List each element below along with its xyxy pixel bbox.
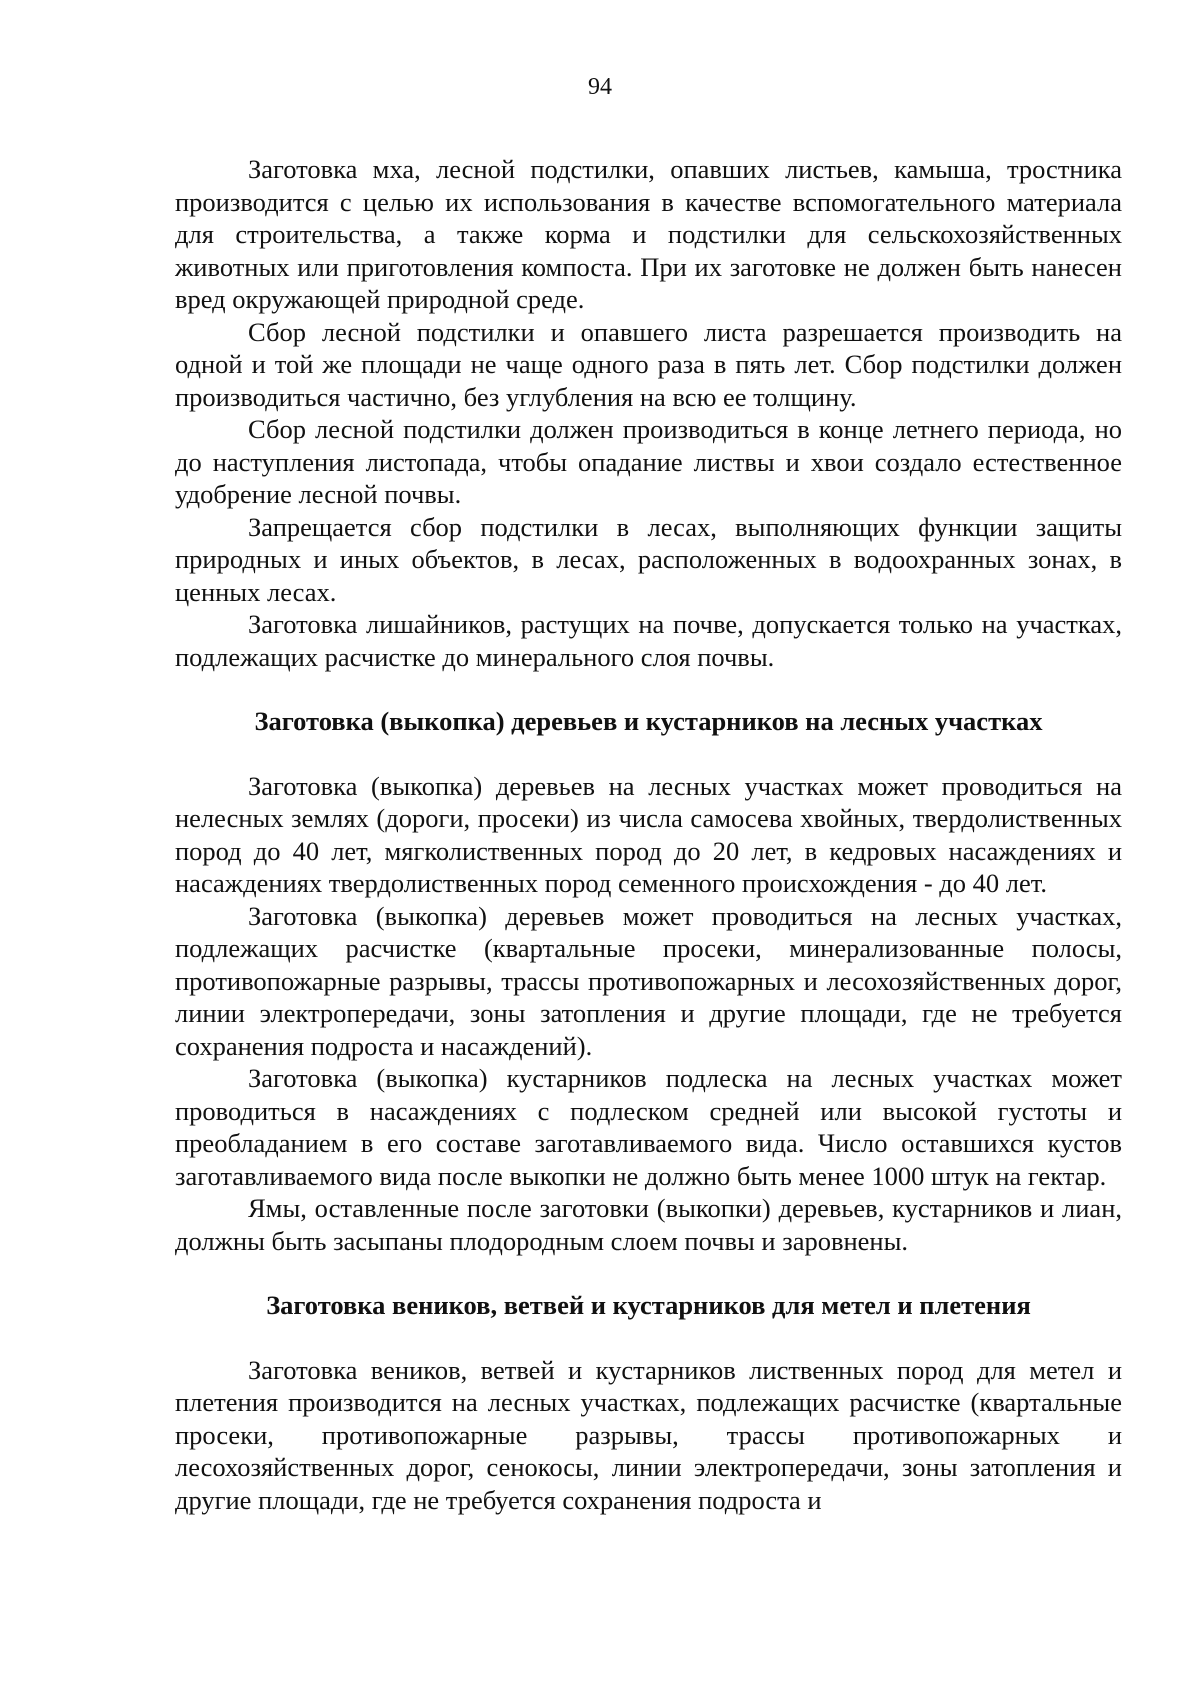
spacer (175, 673, 1122, 705)
paragraph: Сбор лесной подстилки и опавшего листа разрешается производить на одной и той же площади не чаще одного раза в пять лет. Сбор подстилки должен производиться частично, без углубления на всю ее толщину. (175, 316, 1122, 412)
document-body (175, 153, 1122, 1516)
paragraph: Запрещается сбор подстилки в лесах, выполняющих функции защиты природных и иных объектов, в лесах, расположенных в водоохранных зонах, в ценных лесах. (175, 511, 1122, 607)
paragraph: Заготовка (выкопка) кустарников подлеска на лесных участках может проводиться в насаждениях с подлеском средней или высокой густоты и преобладанием в его составе заготавливаемого вида. Число оставшихся кустов заготавливаемого вида после выкопки не должно быть менее 1000 штук на гектар. (175, 1063, 1122, 1191)
paragraph: Заготовка веников, ветвей и кустарников лиственных пород для метел и плетения производится на лесных участках, подлежащих расчистке (квартальные просеки, противопожарные разрывы, трассы противопожарных и лесохозяйственных дорог, сенокосы, линии электропередачи, зоны затопления и другие площади, где не требуется сохранения подроста и (175, 1354, 1122, 1515)
paragraph: Заготовка лишайников, растущих на почве, допускается только на участках, подлежащих расчистке до минерального слоя почвы. (175, 609, 1122, 672)
paragraph: Заготовка (выкопка) деревьев на лесных участках может проводиться на нелесных землях (дороги, просеки) из числа самосева хвойных, твердолиственных пород до 40 лет, мягколиственных пород до 20 лет, в кедровых насаждениях и насаждениях твердолиственных пород семенного происхождения - до 40 лет. (175, 770, 1122, 898)
paragraph: Ямы, оставленные после заготовки (выкопки) деревьев, кустарников и лиан, должны быть засыпаны плодородным слоем почвы и заровнены. (175, 1193, 1122, 1256)
spacer (175, 1257, 1122, 1289)
page-number: 94 (588, 74, 612, 100)
spacer (175, 1322, 1122, 1354)
section-heading: Заготовка веников, ветвей и кустарников для метел и плетения (266, 1290, 1031, 1320)
section-heading: Заготовка (выкопка) деревьев и кустарников на лесных участках (254, 706, 1043, 736)
paragraph: Заготовка мха, лесной подстилки, опавших листьев, камыша, тростника производится с целью их использования в качестве вспомогательного материала для строительства, а также корма и подстилки для сельскохозяйственных животных или приготовления компоста. При их заготовке не должен быть нанесен вред окружающей природной среде. (175, 154, 1122, 314)
paragraph: Сбор лесной подстилки должен производиться в конце летнего периода, но до наступления листопада, чтобы опадание листвы и хвои создало естественное удобрение лесной почвы. (175, 414, 1122, 509)
paragraph: Заготовка (выкопка) деревьев может проводиться на лесных участках, подлежащих расчистке (квартальные просеки, минерализованные полосы, противопожарные разрывы, трассы противопожарных и лесохозяйственных дорог, линии электропередачи, зоны затопления и другие площади, где не требуется сохранения подроста и насаждений). (175, 900, 1122, 1061)
spacer (175, 738, 1122, 770)
